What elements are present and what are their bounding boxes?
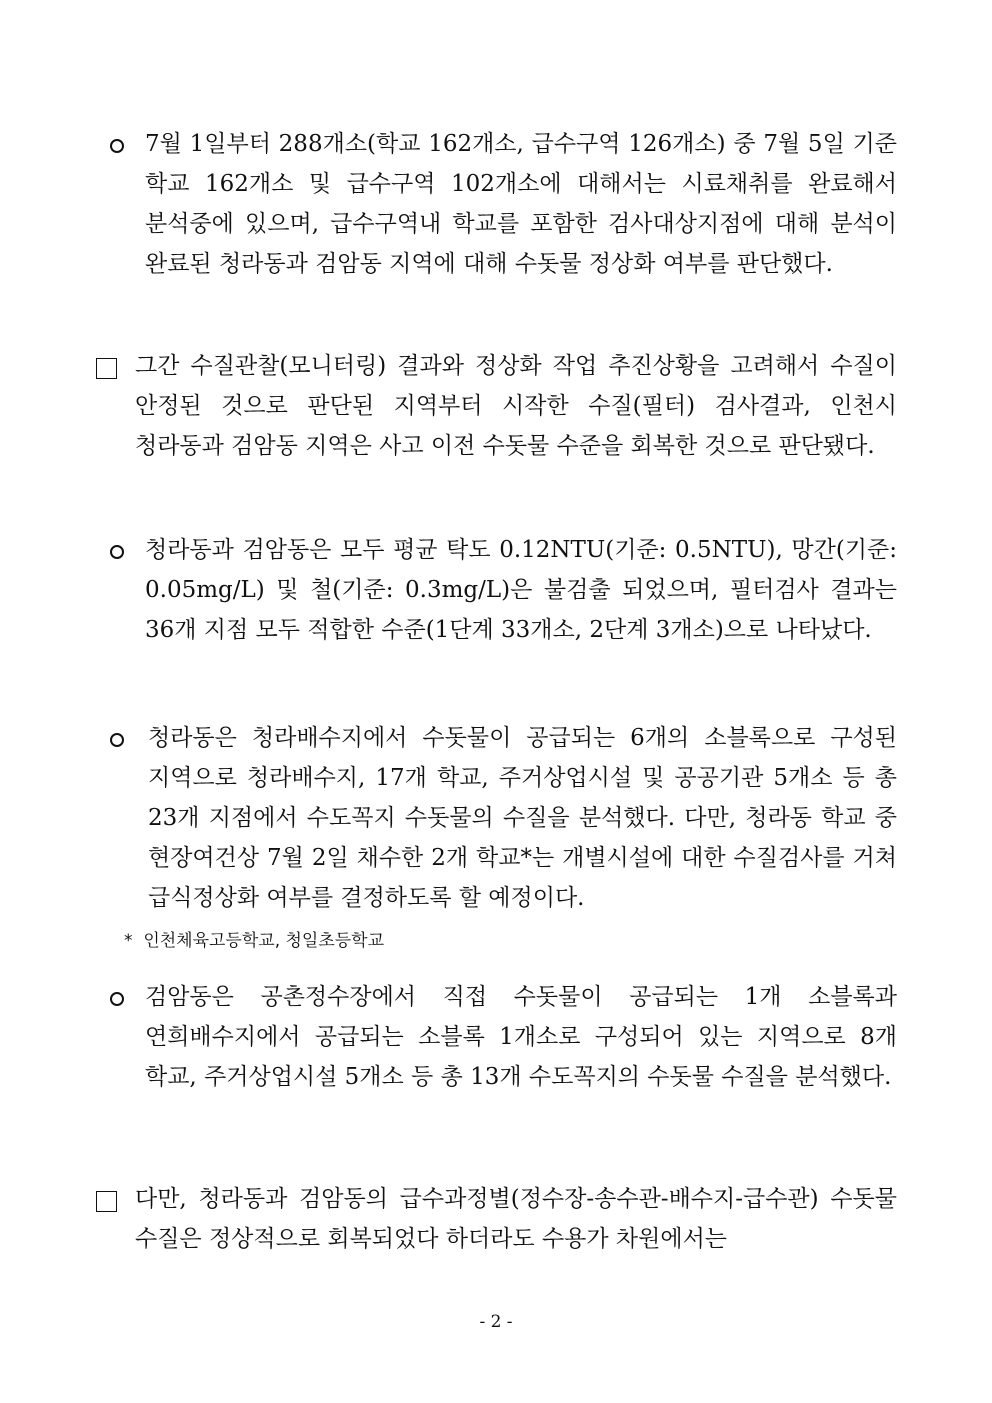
paragraph-turbidity-result [145, 530, 897, 650]
circle-bullet-icon [110, 733, 124, 747]
footnote [124, 928, 384, 954]
paragraph-text: 청라동과 검암동은 모두 평균 탁도 0.12NTU(기준: 0.5NTU), 망간(기준: 0.05mg/L) 및 철(기준: 0.3mg/L)은 불검출 되었으며, 필터검사 결과는 36개 지점 모두 적합한 수준(1단계 33개소, 2단계 3개소)으로 나타났다. [145, 537, 897, 643]
page-number: - 2 - [479, 1312, 513, 1332]
square-bullet-icon [96, 358, 117, 379]
circle-bullet-icon [110, 992, 124, 1006]
paragraph-geomam-analysis [145, 977, 897, 1097]
paragraph-text: 그간 수질관찰(모니터링) 결과와 정상화 작업 추진상황을 고려해서 수질이 안정된 것으로 판단된 지역부터 시작한 수질(필터) 검사결과, 인천시 청라동과 검암동 지역은 사고 이전 수돗물 수준을 회복한 것으로 판단됐다. [135, 353, 897, 459]
paragraph-text: 검암동은 공촌정수장에서 직접 수돗물이 공급되는 1개 소블록과 연희배수지에서 공급되는 소블록 1개소로 구성되어 있는 지역으로 8개 학교, 주거상업시설 5개소 등 총 13개 수도꼭지의 수돗물 수질을 분석했다. [145, 984, 897, 1090]
footnote-star: * [124, 931, 133, 951]
square-bullet-icon [96, 1191, 117, 1212]
paragraph-cheongna-analysis [148, 718, 897, 918]
paragraph-text: 청라동은 청라배수지에서 수돗물이 공급되는 6개의 소블록으로 구성된 지역으로 청라배수지, 17개 학교, 주거상업시설 및 공공기관 5개소 등 총 23개 지점에서 수도꼭지 수돗물의 수질을 분석했다. 다만, 청라동 학교 중 현장여건상 7월 2일 채수한 2개 학교*는 개별시설에 대한 수질검사를 거쳐 급식정상화 여부를 결정하도록 할 예정이다. [148, 725, 897, 911]
paragraph-school-sampling [145, 124, 897, 284]
paragraph-monitoring-result [135, 346, 897, 466]
footnote-text: 인천체육고등학교, 청일초등학교 [143, 931, 385, 951]
paragraph-text: 7월 1일부터 288개소(학교 162개소, 급수구역 126개소) 중 7월 5일 기준 학교 162개소 및 급수구역 102개소에 대해서는 시료채취를 완료해서 분석중에 있으며, 급수구역내 학교를 포함한 검사대상지점에 대해 분석이 완료된 청라동과 검암동 지역에 대해 수돗물 정상화 여부를 판단했다. [145, 131, 897, 277]
paragraph-supply-process [135, 1179, 897, 1259]
circle-bullet-icon [110, 545, 124, 559]
circle-bullet-icon [110, 139, 124, 153]
paragraph-text: 다만, 청라동과 검암동의 급수과정별(정수장-송수관-배수지-급수관) 수돗물 수질은 정상적으로 회복되었다 하더라도 수용가 차원에서는 [135, 1186, 897, 1252]
